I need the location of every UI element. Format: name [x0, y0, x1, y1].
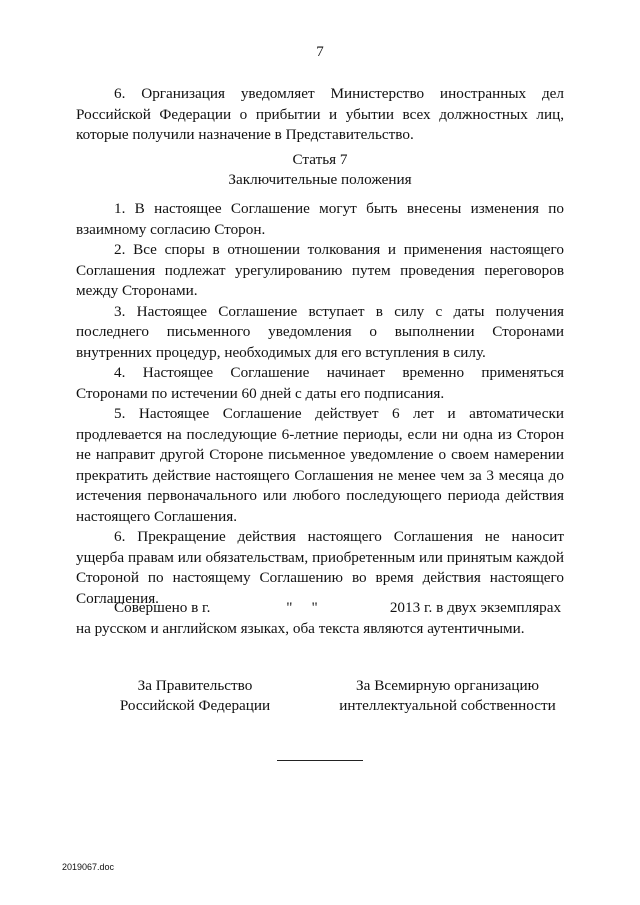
clause-3: 3. Настоящее Соглашение вступает в силу с даты получения последнего письменного уведомления о выполнении Сторонами внутренних процедур, необходимых для его вступления в силу. — [76, 302, 564, 361]
signature-left-line1: За Правительство — [137, 677, 253, 694]
signature-right-line1: За Всемирную организацию — [356, 677, 539, 694]
clause-4: 4. Настоящее Соглашение начинает временно применяться Сторонами по истечении 60 дней с даты его подписания. — [76, 364, 564, 402]
clause-2: 2. Все споры в отношении толкования и применения настоящего Соглашения подлежат урегулированию путем проведения переговоров между Сторонами. — [76, 241, 564, 299]
done-line-1: Совершено в г. " " 2013 г. в двух экземплярах — [114, 599, 562, 616]
article-number: Статья 7 — [292, 151, 348, 168]
signature-right-line2: интеллектуальной собственности — [339, 697, 556, 714]
file-name-footer: 2019067.doc — [62, 862, 115, 872]
clause-1: 1. В настоящее Соглашение могут быть внесены изменения по взаимному согласию Сторон. — [76, 200, 564, 238]
done-statement — [76, 598, 564, 639]
done-line-2: на русском и английском языках, оба текста являются аутентичными. — [76, 619, 525, 637]
page-number: 7 — [316, 44, 324, 60]
article-title: Заключительные положения — [228, 171, 412, 188]
clause-5: 5. Настоящее Соглашение действует 6 лет и автоматически продлевается на последующие 6-летние периоды, если ни одна из Сторон не направит другой Стороне письменное уведомление о своем намерении прекратить действие настоящего Соглашения не менее чем за 3 месяца до истечения первоначального или любого последующего периода действия настоящего Соглашения. — [76, 405, 564, 525]
intro-section — [76, 84, 564, 146]
signature-block-russia — [110, 676, 280, 716]
signature-block-wipo — [330, 676, 565, 716]
signature-left-line2: Российской Федерации — [119, 697, 271, 714]
clauses-section — [76, 199, 564, 609]
clause-6: 6. Прекращение действия настоящего Соглашения не наносит ущерба правам или обязательствам, приобретенным или принятым каждой Стороной по настоящему Соглашению во время действия настоящего Соглашения. — [76, 528, 564, 607]
article-heading — [0, 150, 640, 190]
paragraph-6: 6. Организация уведомляет Министерство иностранных дел Российской Федерации о прибытии и убытии всех должностных лиц, которые получили назначение в Представительство. — [76, 85, 564, 143]
divider-line — [277, 760, 363, 761]
